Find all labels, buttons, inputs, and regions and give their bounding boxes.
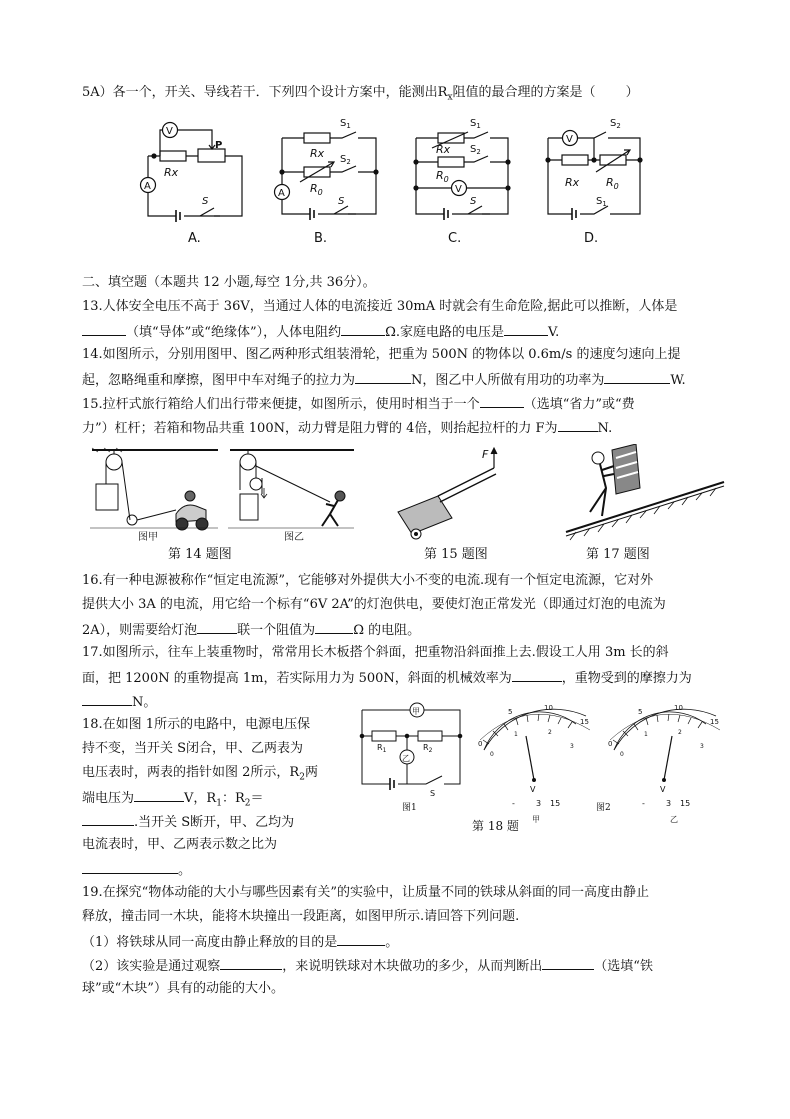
pulley-figure-jia: [90, 448, 218, 530]
c-r0-label: $R_0$: [436, 169, 449, 184]
a-v-symbol: V: [166, 126, 173, 137]
q13-line1: 13.人体安全电压不高于 36V，当通过人体的电流接近 30mA 时就会有生命危险,据此可以推断，人体是: [82, 299, 678, 314]
m2-outer-15: 15: [710, 718, 719, 726]
c-s1-label: $S_1$: [470, 118, 481, 130]
c-s-label: S: [470, 196, 477, 207]
q18-blank2[interactable]: [82, 812, 134, 826]
a-rx-label: Rx: [164, 166, 179, 179]
m1-t3: 3: [536, 799, 542, 808]
b-s-label: S: [338, 196, 345, 207]
b-s2-label: $S_2$: [340, 154, 351, 166]
m2-t-minus: -: [642, 799, 645, 808]
q16-line3: 2A），则需要给灯泡 联一个阻值为 Ω 的电阻。: [82, 620, 712, 640]
m2-inner-1: 1: [644, 731, 648, 738]
cap-17: 第 17 题图: [586, 547, 650, 562]
d-s1-label: $S_1$: [596, 196, 607, 208]
q18-blank1[interactable]: [134, 788, 184, 802]
b-r0-label: $R_0$: [310, 182, 323, 197]
q19-blank2[interactable]: [220, 956, 282, 970]
d-option-label: D.: [584, 231, 599, 246]
b-s1-label: $S_1$: [340, 118, 351, 130]
q19-line1: 19.在探究“物体动能的大小与哪些因素有关”的实验中，让质量不同的铁球从斜面的同一高度由静止: [82, 885, 649, 900]
suitcase-figure: [398, 448, 497, 539]
d-v-symbol: V: [566, 134, 573, 145]
fig18-r2: $R_2$: [423, 743, 433, 754]
figures-14-15-17: [0, 444, 790, 564]
pulley-figure-yi: [228, 450, 354, 528]
q13-line2: （填“导体”或“绝缘体”），人体电阻约 Ω.家庭电路的电压是 V.: [82, 322, 712, 342]
q14-line2: 起，忽略绳重和摩擦，图甲中车对绳子的拉力为 N，图乙中人所做有用功的功率为 W.: [82, 370, 712, 390]
q17-blank1[interactable]: [512, 668, 562, 682]
q16-blank1[interactable]: [197, 620, 237, 634]
q15-line2: 力”）杠杆；若箱和物品共重 100N，动力臂是阻力臂的 4倍，则抬起拉杆的力 F为 N.: [82, 418, 712, 438]
m2-outer-0: 0: [608, 740, 613, 748]
q18-line6: 电流表时，甲、乙两表示数之比为: [82, 837, 278, 852]
q15-blank1[interactable]: [480, 394, 524, 408]
q14-blank1[interactable]: [355, 370, 411, 384]
q18-line2: 持不变，当开关 S闭合，甲、乙两表为: [82, 741, 304, 756]
fig18-jia-meter: 甲: [412, 707, 420, 716]
q18-blank3[interactable]: [82, 860, 178, 874]
m2-inner-0: 0: [620, 751, 624, 758]
q16-line1: 16.有一种电源被称作“恒定电流源”，它能够对外提供大小不变的电流.现有一个恒定电流源，它对外: [82, 573, 654, 588]
q17-line2: 面，把 1200N 的重物提高 1m，若实际用力为 500N，斜面的机械效率为 ，重物受到的摩擦力为: [82, 668, 712, 688]
q14-line1: 14.如图所示，分别用图甲、图乙两种形式组装滑轮，把重为 500N 的物体以 0.6m/s 的速度匀速向上提: [82, 347, 681, 362]
q17-line1: 17.如图所示，往车上装重物时，常常用长木板搭个斜面，把重物沿斜面推上去.假设工人用 3m 长的斜: [82, 645, 669, 660]
q15-line1: 15.拉杆式旅行箱给人们出行带来便捷，如图所示，使用时相当于一个 （选填“省力”或“费: [82, 394, 712, 414]
q18-line7: 。: [82, 860, 352, 880]
m1-v: V: [530, 785, 536, 794]
b-option-label: B.: [314, 231, 328, 246]
q18-line5: .当开关 S断开，甲、乙均为: [82, 812, 352, 832]
m1-t-minus: -: [512, 799, 515, 808]
q18-line4: 端电压为 V，$R_1$：$R_2=$: [82, 788, 352, 813]
a-option-label: A.: [188, 231, 201, 246]
m1-inner-1: 1: [514, 731, 518, 738]
m1-inner-0: 0: [490, 751, 494, 758]
q19-line2: 释放，撞击同一木块，能将木块撞出一段距离，如图甲所示.请回答下列问题.: [82, 909, 520, 924]
fig18-s: S: [430, 789, 436, 798]
m2-label: 乙: [670, 815, 678, 824]
m1-outer-15: 15: [580, 718, 589, 726]
circuit-diagrams: [0, 110, 790, 260]
circuit-b: [275, 132, 379, 220]
d-r0-label: $R_0$: [606, 176, 619, 191]
m1-inner-3: 3: [570, 743, 574, 750]
section2-title: 二、填空题（本题共 12 小题,每空 1分,共 36分）。: [82, 275, 376, 290]
q19-line3: （1）将铁球从同一高度由静止释放的目的是 。: [82, 932, 712, 952]
q19-blank1[interactable]: [337, 932, 385, 946]
q13-blank3[interactable]: [504, 322, 548, 336]
q19-blank3[interactable]: [542, 956, 594, 970]
m1-outer-10: 10: [544, 704, 553, 712]
q13-blank1[interactable]: [82, 322, 126, 336]
m2-inner-2: 2: [678, 729, 682, 736]
fig18-circuit: [360, 703, 462, 790]
q14-blank2[interactable]: [604, 370, 670, 384]
q19-line4: （2）该实验是通过观察 ，来说明铁球对木块做功的多少，从而判断出 （选填“铁: [82, 956, 712, 976]
fig18-fig1-label: 图1: [402, 803, 417, 813]
c-v-symbol: V: [455, 184, 462, 195]
m1-outer-5: 5: [508, 708, 513, 716]
circuit-c: [414, 132, 510, 220]
q16-line2: 提供大小 3A 的电流，用它给一个标有“6V 2A”的灯泡供电，要使灯泡正常发光（即通过灯泡的电流为: [82, 597, 666, 612]
q12-line: 5A）各一个，开关、导线若干．下列四个设计方案中，能测出$R_x$阻值的最合理的方案是（ ）: [82, 85, 639, 103]
ramp-figure: [566, 444, 724, 540]
m1-inner-2: 2: [548, 729, 552, 736]
d-s2-label: $S_2$: [610, 118, 621, 130]
cap-15: 第 15 题图: [424, 547, 488, 562]
c-option-label: C.: [448, 231, 462, 246]
m2-inner-3: 3: [700, 743, 704, 750]
m2-t15: 15: [680, 799, 691, 808]
m2-outer-5: 5: [638, 708, 643, 716]
a-a-symbol: A: [144, 181, 151, 192]
q18-line3: 电压表时，两表的指针如图 2所示，$R_2$两: [82, 765, 318, 783]
circuit-d: [546, 131, 642, 221]
b-a-symbol: A: [278, 188, 285, 199]
fig18-fig2-label: 图2: [596, 803, 611, 813]
cap-14: 第 14 题图: [168, 547, 232, 562]
d-rx-label: Rx: [565, 176, 580, 189]
m2-t3: 3: [666, 799, 672, 808]
fig18-r1: $R_1$: [377, 743, 387, 754]
c-s2-label: $S_2$: [470, 144, 481, 156]
q19-line5: 球”或“木块”）具有的动能的大小。: [82, 981, 284, 996]
yi-label: 图乙: [284, 532, 304, 543]
circuit-a: [141, 123, 243, 223]
q16-blank2[interactable]: [315, 620, 353, 634]
q17-line3: N。: [82, 692, 712, 712]
fig18-yi-meter: 乙: [402, 754, 410, 763]
m1-t15: 15: [550, 799, 561, 808]
q18-line1: 18.在如图 1所示的电路中，电源电压保: [82, 717, 311, 732]
q13-blank2[interactable]: [341, 322, 385, 336]
a-s-label: S: [202, 196, 209, 207]
q17-blank2[interactable]: [82, 692, 132, 706]
jia-label: 图甲: [138, 532, 158, 543]
f-label: F: [482, 448, 489, 461]
q15-blank2[interactable]: [558, 418, 598, 432]
m2-outer-10: 10: [674, 704, 683, 712]
figure-18: [350, 700, 790, 840]
c-rx-label: Rx: [436, 143, 451, 156]
m2-v: V: [660, 785, 666, 794]
m1-outer-0: 0: [478, 740, 483, 748]
a-p-label: P: [215, 140, 223, 151]
m1-label: 甲: [532, 815, 540, 824]
b-rx-label: Rx: [310, 147, 325, 160]
fig18-caption: 第 18 题: [472, 819, 519, 833]
